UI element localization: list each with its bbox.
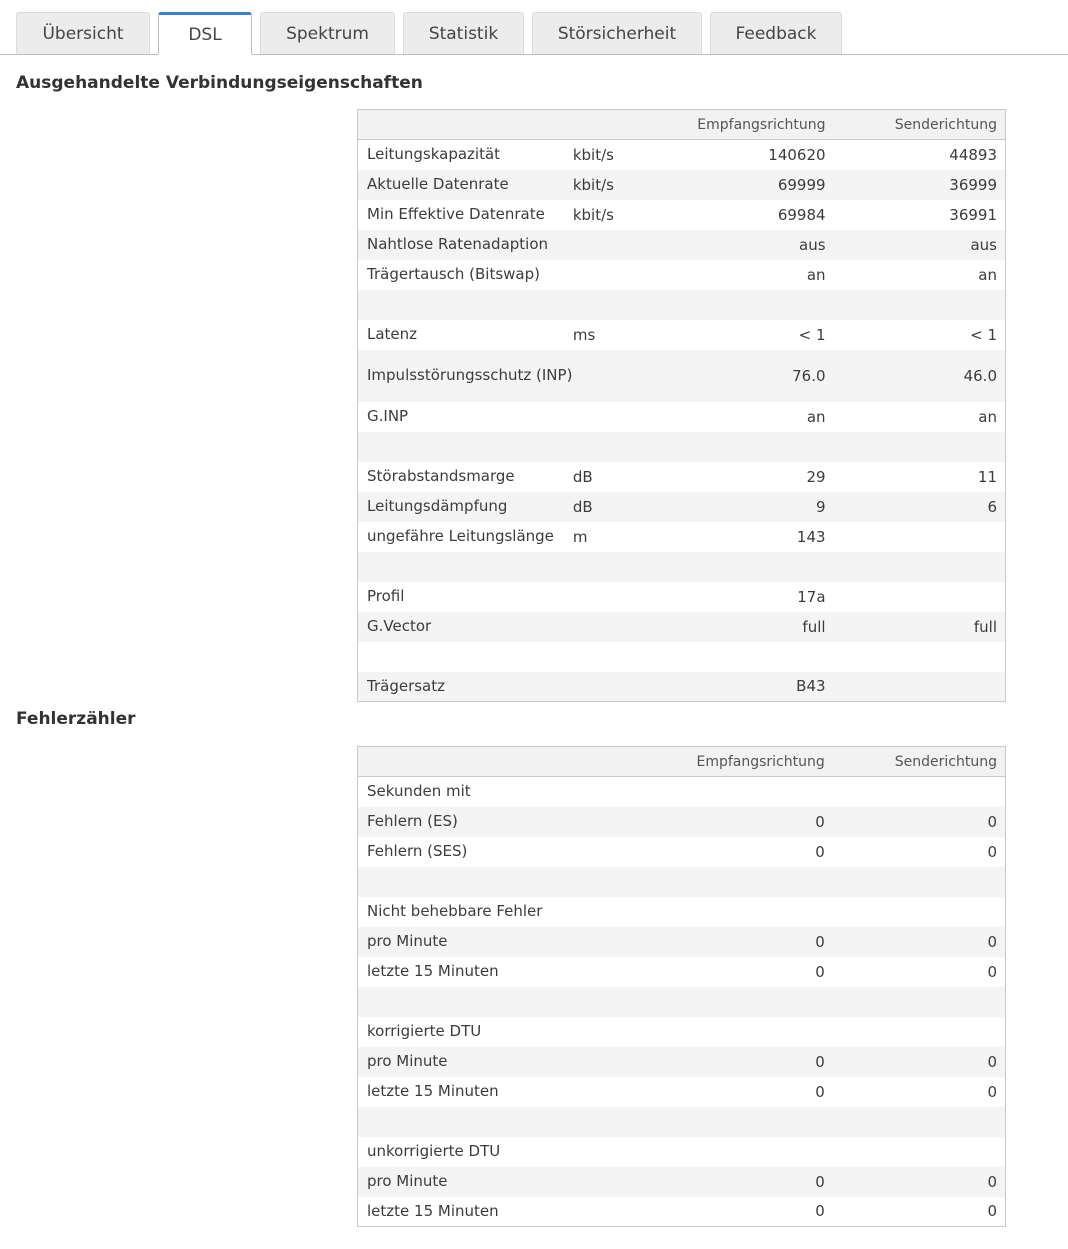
header-up: Senderichtung [826,110,1006,140]
row-label: pro Minute [367,932,448,950]
table-row [358,200,1006,230]
tab-dsl[interactable]: DSL [158,12,252,55]
table-row [358,522,1006,552]
row-unit: kbit/s [572,175,614,194]
table-row [358,897,1006,927]
row-value-down: 29 [806,467,826,486]
row-value-up: 46.0 [963,366,997,385]
row-value-up: an [978,407,997,426]
row-value-down [650,897,825,927]
row-value-up [826,432,1006,462]
table-row [358,927,1006,957]
row-label: Aktuelle Datenrate [367,175,509,193]
row-value-up: 0 [987,1172,997,1191]
row-unit [573,582,651,612]
header-up: Senderichtung [825,747,1006,777]
row-value-down: 69999 [777,175,826,194]
row-unit [573,612,651,642]
table-row [358,350,1006,402]
row-value-up: 36991 [949,205,997,224]
row-value-up [825,1137,1006,1167]
table-row [358,552,1006,582]
row-unit: ms [572,325,596,344]
row-label: letzte 15 Minuten [367,962,499,980]
table-row [358,1047,1006,1077]
row-value-down: 0 [815,932,825,951]
row-value-up: 0 [987,1202,997,1221]
row-value-down: 0 [815,1202,825,1221]
row-label [358,867,650,897]
row-value-up: 0 [987,1052,997,1071]
header-down: Empfangsrichtung [650,747,825,777]
row-unit [573,260,651,290]
row-unit [573,432,651,462]
row-value-down: 0 [815,1172,825,1191]
row-value-down: 0 [815,1052,825,1071]
table-row [358,807,1006,837]
row-value-up: 11 [977,467,997,486]
row-label: G.Vector [367,617,432,635]
table-header-row [358,747,1006,777]
row-value-down [650,1107,825,1137]
row-value-up: 0 [987,932,997,951]
table-row [358,1017,1006,1047]
row-value-down: 17a [797,587,826,606]
row-unit [573,642,651,672]
row-value-down [651,552,826,582]
table-row [358,320,1006,350]
row-value-down: 0 [815,1082,825,1101]
header-label [358,110,573,140]
table-row [358,462,1006,492]
row-unit: kbit/s [572,145,614,164]
table-row [358,1197,1006,1227]
table-row [358,432,1006,462]
row-value-up [825,777,1006,807]
table-row [358,672,1006,702]
row-label: Fehlern (SES) [367,842,468,860]
table-row [358,492,1006,522]
table-row [358,1107,1006,1137]
tab-uebersicht[interactable]: Übersicht [16,12,150,54]
table-row [358,837,1006,867]
row-unit: dB [572,497,593,516]
row-value-up [826,552,1006,582]
table-row [358,1077,1006,1107]
row-label: letzte 15 Minuten [367,1082,499,1100]
row-value-down [651,432,826,462]
row-value-down: 143 [796,527,826,546]
row-label: Trägertausch (Bitswap) [367,265,540,283]
row-label: Fehlern (ES) [367,812,458,830]
row-value-down [650,777,825,807]
row-value-up [825,1017,1006,1047]
tab-feedback[interactable]: Feedback [710,12,842,54]
row-label: Latenz [367,325,418,343]
row-unit: kbit/s [572,205,614,224]
table-row [358,867,1006,897]
row-value-down [650,987,825,1017]
row-value-down: 76.0 [792,366,826,385]
row-value-up: 0 [987,962,997,981]
row-value-up [826,672,1006,702]
row-unit [573,402,651,432]
row-value-up [826,290,1006,320]
row-unit [573,672,651,702]
row-label: Nicht behebbare Fehler [367,902,543,920]
row-value-down: 0 [815,812,825,831]
row-unit [573,552,651,582]
connection-table [357,109,1006,702]
errors-table-body [358,777,1006,1227]
row-value-down: < 1 [798,325,826,344]
row-label [358,987,650,1017]
row-unit [573,230,651,260]
row-value-up [825,867,1006,897]
row-label: Nahtlose Ratenadaption [367,235,549,253]
table-row [358,230,1006,260]
row-value-down [651,290,826,320]
row-label: unkorrigierte DTU [367,1142,501,1160]
row-label: letzte 15 Minuten [367,1201,499,1220]
row-value-down: 140620 [768,145,826,164]
table-row [358,140,1006,170]
row-label: ungefähre Leitungslänge [367,527,554,545]
row-unit: dB [572,467,593,486]
tab-stoersicherheit[interactable]: Störsicherheit [532,12,702,54]
row-value-up [825,987,1006,1017]
row-label: G.INP [367,407,409,425]
row-value-up: 0 [987,1082,997,1101]
table-row [358,582,1006,612]
table-row [358,1167,1006,1197]
row-label [358,642,573,672]
table-header-row [358,110,1006,140]
row-value-down: 9 [816,497,826,516]
header-label [358,747,650,777]
row-value-up: 0 [987,812,997,831]
row-value-up [825,1107,1006,1137]
row-label [358,552,573,582]
row-label: Trägersatz [367,676,445,695]
row-value-up [826,642,1006,672]
row-value-up: 44893 [949,145,997,164]
row-value-down [650,867,825,897]
row-value-up [826,522,1006,552]
table-row [358,642,1006,672]
connection-title: Ausgehandelte Verbindungseigenschaften [16,73,423,93]
row-label [358,290,573,320]
row-label: pro Minute [367,1172,448,1190]
row-value-down: aus [799,235,826,254]
row-value-down [651,642,826,672]
tab-statistik[interactable]: Statistik [403,12,524,54]
row-value-down: 69984 [777,205,826,224]
row-value-up: 6 [987,497,997,516]
table-row [358,777,1006,807]
row-unit: m [572,527,588,546]
row-label: Impulsstörungsschutz (INP) [367,366,573,384]
row-label: korrigierte DTU [367,1022,482,1040]
table-row [358,957,1006,987]
header-down: Empfangsrichtung [651,110,826,140]
table-row [358,612,1006,642]
row-label: pro Minute [367,1052,448,1070]
row-label: Min Effektive Datenrate [367,205,545,223]
tab-spektrum[interactable]: Spektrum [260,12,395,54]
connection-table-body [358,140,1006,702]
row-value-down [650,1017,825,1047]
row-value-up [826,582,1006,612]
table-row [358,1137,1006,1167]
table-row [358,170,1006,200]
row-label [358,432,573,462]
table-row [358,987,1006,1017]
row-value-up: 36999 [949,175,997,194]
row-value-up [825,897,1006,927]
table-row [358,290,1006,320]
row-value-up: an [978,265,997,284]
row-unit [573,290,651,320]
errors-title: Fehlerzähler [16,709,136,729]
row-value-up: full [973,617,997,636]
row-value-down [650,1137,825,1167]
row-value-down: 0 [815,962,825,981]
errors-table [357,746,1006,1227]
row-value-up: aus [970,235,997,254]
row-label [358,1107,650,1137]
row-value-down: 0 [815,842,825,861]
row-value-down: full [802,617,826,636]
row-label: Leitungsdämpfung [367,497,508,515]
tab-bar [0,0,1068,55]
row-value-down: an [806,265,826,284]
row-label: Sekunden mit [367,782,471,801]
row-label: Profil [367,587,405,605]
row-value-down: an [806,407,826,426]
row-label: Störabstandsmarge [367,467,515,485]
header-unit [573,110,651,140]
row-label: Leitungskapazität [367,145,501,164]
table-row [358,402,1006,432]
row-value-up: < 1 [970,325,997,344]
row-unit [573,350,651,402]
row-value-down: B43 [796,677,826,696]
table-row [358,260,1006,290]
row-value-up: 0 [987,842,997,861]
